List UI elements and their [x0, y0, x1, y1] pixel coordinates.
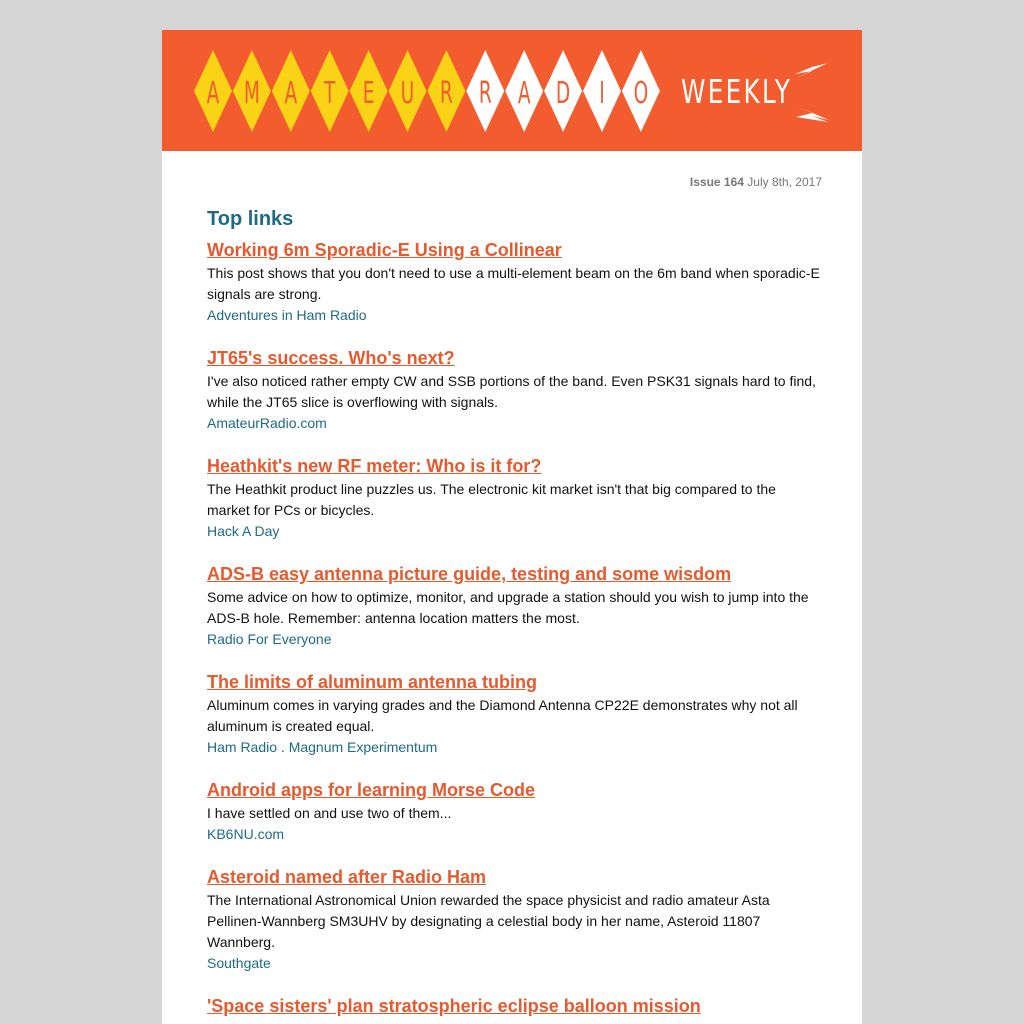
article-item [207, 866, 822, 974]
article-item [207, 995, 822, 1017]
article-title-link[interactable]: 'Space sisters' plan stratospheric eclipse balloon mission [207, 996, 701, 1016]
article-title-link[interactable]: Heathkit's new RF meter: Who is it for? [207, 456, 542, 476]
article-description: This post shows that you don't need to use a multi-element beam on the 6m band when sporadic-E signals are strong. [207, 265, 820, 302]
logo-letter: A [284, 75, 298, 111]
issue-number: Issue 164 [689, 175, 744, 189]
article-item [207, 347, 822, 434]
article-item [207, 455, 822, 542]
article-source-link[interactable]: KB6NU.com [207, 826, 285, 842]
article-description: The Heathkit product line puzzles us. The electronic kit market isn't that big compared to the market for PCs or bicycles. [207, 481, 776, 518]
article-source-link[interactable]: Adventures in Ham Radio [207, 307, 367, 323]
logo-letter: A [517, 75, 531, 111]
article-item [207, 779, 822, 845]
article-item [207, 671, 822, 758]
logo-weekly-word: WEEKLY [681, 72, 793, 111]
article-title-link[interactable]: Asteroid named after Radio Ham [207, 867, 487, 887]
logo-letter: D [555, 75, 571, 111]
article-title-link[interactable]: The limits of aluminum antenna tubing [207, 672, 538, 692]
article-description: The International Astronomical Union rewarded the space physicist and radio amateur Asta Pellinen-Wannberg SM3UHV by designating a celestial body in her name, Asteroid 11807 Wannberg. [207, 892, 770, 950]
issue-date: July 8th, 2017 [747, 175, 822, 189]
article-source-link[interactable]: Radio For Everyone [207, 631, 332, 647]
logo-letter: R [439, 75, 453, 111]
article-source-link[interactable]: Southgate [207, 955, 271, 971]
section-title: Top links [207, 208, 294, 230]
newsletter-content [162, 175, 862, 1017]
article-description: Some advice on how to optimize, monitor, and upgrade a station should you wish to jump into the ADS-B hole. Remember: antenna location matters the most. [207, 589, 809, 626]
article-item [207, 563, 822, 650]
logo-letter: M [243, 75, 260, 111]
lightning-bolt-icon [795, 60, 829, 78]
article-item [207, 239, 822, 326]
article-source-link[interactable]: Ham Radio . Magnum Experimentum [207, 739, 438, 755]
article-title-link[interactable]: JT65's success. Who's next? [207, 348, 455, 368]
logo-letter: O [633, 75, 649, 111]
newsletter-page [162, 30, 862, 1024]
logo-letter: U [400, 75, 415, 111]
article-description: Aluminum comes in varying grades and the Diamond Antenna CP22E demonstrates why not all aluminum is created equal. [207, 697, 798, 734]
logo-letter: T [324, 75, 336, 111]
article-title-link[interactable]: Working 6m Sporadic-E Using a Collinear [207, 240, 562, 260]
logo-letter: A [206, 75, 220, 111]
article-title-link[interactable]: Android apps for learning Morse Code [207, 780, 536, 800]
header-banner [162, 30, 862, 151]
amateur-radio-weekly-logo [162, 30, 862, 151]
article-source-link[interactable]: AmateurRadio.com [207, 415, 327, 431]
logo-letter: I [599, 75, 605, 111]
article-description: I have settled on and use two of them... [207, 805, 452, 821]
lightning-bolt-icon [796, 106, 829, 122]
article-description: I've also noticed rather empty CW and SSB portions of the band. Even PSK31 signals hard to find, while the JT65 slice is overflowing with signals. [207, 373, 816, 410]
issue-info [207, 175, 822, 189]
article-list [207, 239, 822, 1017]
article-title-link[interactable]: ADS-B easy antenna picture guide, testing and some wisdom [207, 564, 732, 584]
logo-letter: E [362, 75, 375, 111]
article-source-link[interactable]: Hack A Day [207, 523, 280, 539]
logo-letter: R [478, 75, 492, 111]
